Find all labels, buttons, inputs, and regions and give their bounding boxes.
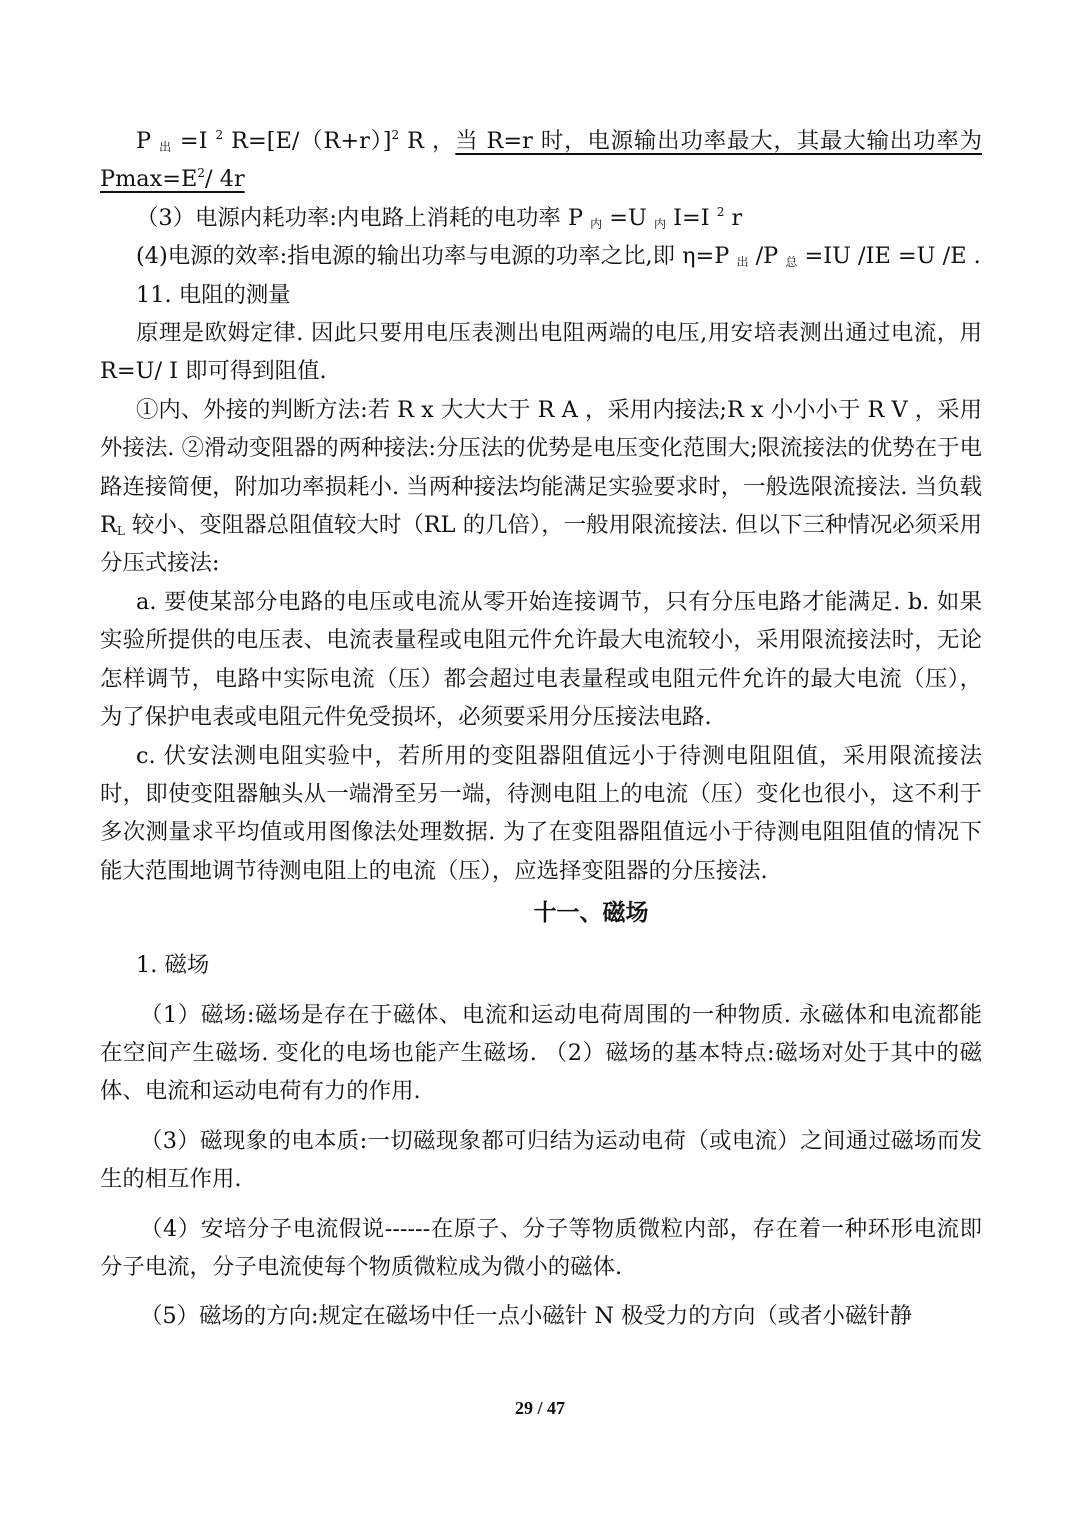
paragraph-case-c: c. 伏安法测电阻实验中，若所用的变阻器阻值远小于待测电阻阻值，采用限流接法时，即使变阻器触头从一端滑至另一端，待测电阻上的电流（压）变化也很小，这不利于多次测量求平均值或用图像法处理数据. 为了在变阻器阻值远小于待测电阻阻值的情况下能大范围地调节待测电阻上的电流（压），应选择变阻器的分压接法.: [100, 742, 982, 884]
section-title: 十一、磁场: [533, 900, 649, 927]
paragraph-magnetic-field-definition: （1）磁场:磁场是存在于磁体、电流和运动电荷周围的一种物质. 永磁体和电流都能在空间产生磁场. 变化的电场也能产生磁场. （2）磁场的基本特点:磁场对处于其中的磁体、电流和运动电荷有力的作用.: [100, 1001, 982, 1105]
paragraph-field-direction: （5）磁场的方向:规定在磁场中任一点小磁针 N 极受力的方向（或者小磁针静: [140, 1303, 913, 1330]
internal-power-line: （3）电源内耗功率:内电路上消耗的电功率 P $_内$ =U $_内$ I=I $^2$ r: [136, 204, 743, 231]
paragraph-electric-nature: （3）磁现象的电本质:一切磁现象都可归结为运动电荷（或电流）之间通过磁场而发生的相互作用.: [100, 1127, 982, 1193]
efficiency-line: (4)电源的效率:指电源的输出功率与电源的功率之比,即 η=P $_出$ /P $_总$ =IU /IE =U /E .: [136, 243, 981, 270]
paragraph-ampere-hypothesis: （4）安培分子电流假说------在原子、分子等物质微粒内部，存在着一种环形电流即分子电流，分子电流使每个物质微粒成为微小的磁体.: [100, 1215, 982, 1280]
document-body: [100, 122, 982, 1336]
output-power-formula: P $_出$ =I $^2$ $R=[E/(R+r)]^2$ R ，当 R=r 时，电源输出功率最大，其最大输出功率为 $Pmax=E^2/$ 4r: [100, 128, 982, 193]
paragraph-case-a-b: a. 要使某部分电路的电压或电流从零开始连接调节，只有分压电路才能满足. b. 如果实验所提供的电压表、电流表量程或电阻元件允许最大电流较小，采用限流接法时，无论怎样调节，电路中实际电流（压）都会超过电表量程或电阻元件允许的最大电流（压），为了保护电表或电阻元件免受损坏，必须要采用分压接法电路.: [100, 588, 982, 731]
paragraph-connection-methods: ①内、外接的判断方法:若 R x 大大大于 R A ，采用内接法;R x 小小小于 R V ，采用外接法. ②滑动变阻器的两种接法:分压法的优势是电压变化范围大;限流接法的优势在于电路连接简便，附加功率损耗小. 当两种接法均能满足实验要求时，一般选限流接法. 当负载 $R_L$ 较小、变阻器总阻值较大时（RL 的几倍），一般用限流接法. 但以下三种情况必须采用分压式接法:: [100, 396, 982, 577]
page-number: 29 / 47: [514, 1398, 565, 1418]
heading-resistance-measurement: 11. 电阻的测量: [136, 281, 291, 308]
underlined-max-power-text: 当 R=r 时，电源输出功率最大，其最大输出功率为 $Pmax=E^2/$ 4r: [100, 128, 982, 193]
paragraph-principle: 原理是欧姆定律. 因此只要用电压表测出电阻两端的电压,用安培表测出通过电流，用 R=U/ I 即可得到阻值.: [100, 320, 982, 385]
heading-magnetic-field: 1. 磁场: [136, 952, 210, 979]
